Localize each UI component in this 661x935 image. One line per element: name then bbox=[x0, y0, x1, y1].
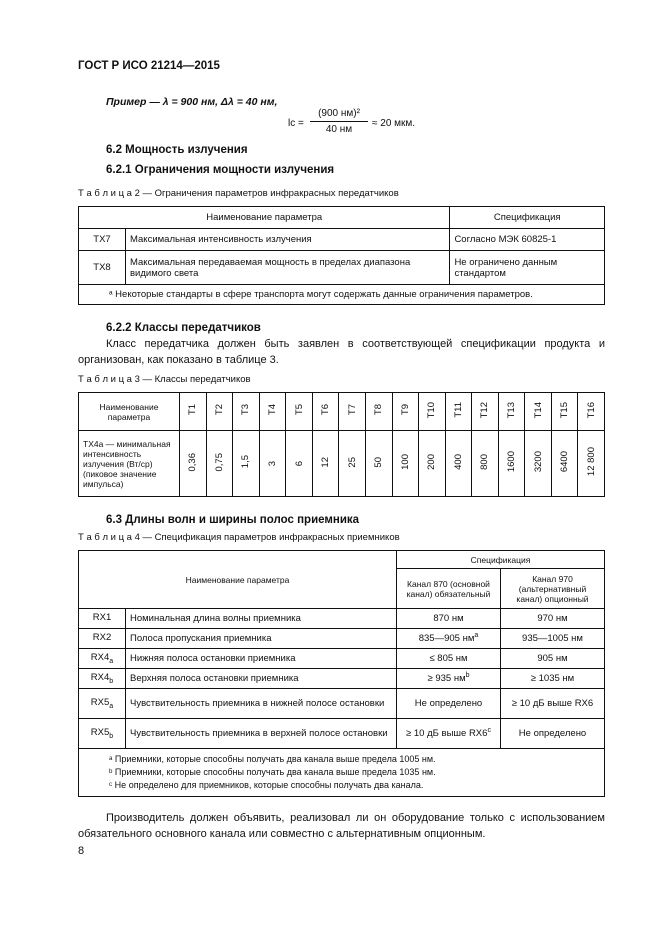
row-spec: Не ограничено данным стандартом bbox=[450, 251, 605, 285]
table-3 bbox=[78, 392, 605, 497]
row-name: Верхняя полоса остановки приемника bbox=[126, 669, 397, 689]
class-label: T2 bbox=[213, 404, 225, 416]
table4-footnote: ᵃ Приемники, которые способны получать два канала выше предела 1005 нм. bbox=[109, 754, 436, 764]
class-label: T5 bbox=[293, 404, 305, 416]
class-label: T1 bbox=[187, 404, 199, 416]
row-spec: Согласно МЭК 60825-1 bbox=[450, 229, 605, 251]
class-value: 800 bbox=[479, 454, 491, 470]
closing-paragraph: Производитель должен объявить, реализовал ли он оборудование только с использованием обязательного основного канала или совместно с альтернативным опционным. bbox=[78, 812, 605, 840]
table-row bbox=[79, 629, 605, 649]
row-ch870: ≤ 805 нм bbox=[397, 649, 501, 669]
class-label: T7 bbox=[346, 404, 358, 416]
section-6-3-heading: 6.3 Длины волн и ширины полос приемника bbox=[106, 514, 360, 526]
table4-footnotes bbox=[79, 749, 605, 797]
formula-rhs: ≈ 20 мкм. bbox=[372, 118, 416, 129]
class-value: 6400 bbox=[559, 451, 571, 473]
class-value: 1600 bbox=[506, 451, 518, 473]
formula-numerator: (900 нм)² bbox=[310, 108, 368, 122]
row-ch870: 870 нм bbox=[397, 609, 501, 629]
row-ch970: 970 нм bbox=[501, 609, 605, 629]
class-label: T10 bbox=[426, 401, 438, 419]
formula-lhs: lc = bbox=[288, 118, 304, 129]
row-ch870: ≥ 935 $нм^b$ bbox=[397, 669, 501, 689]
table2-footnote: ᵃ Некоторые стандарты в сфере транспорта могут содержать данные ограничения параметров. bbox=[79, 285, 605, 305]
class-label: T11 bbox=[452, 402, 464, 418]
section-6-2-2-heading: 6.2.2 Классы передатчиков bbox=[106, 322, 261, 334]
table4-footnote: ᶜ Не определено для приемников, которые способны получать два канала. bbox=[109, 780, 424, 790]
table-row bbox=[79, 649, 605, 669]
table2-header-spec: Спецификация bbox=[450, 207, 605, 229]
table2-header-param: Наименование параметра bbox=[79, 207, 450, 229]
row-name: Номинальная длина волны приемника bbox=[126, 609, 397, 629]
section-6-2-1-heading: 6.2.1 Ограничения мощности излучения bbox=[106, 164, 335, 176]
row-ch870: Не определено bbox=[397, 689, 501, 719]
table-2 bbox=[78, 206, 605, 305]
class-value: 200 bbox=[426, 454, 438, 470]
row-id: RX1 bbox=[79, 609, 126, 629]
table3-row-label: TX4a — минимальная интенсивность излучения (Вт/ср) (пиковое значение импульса) bbox=[79, 431, 180, 497]
table-row bbox=[79, 609, 605, 629]
class-value: 100 bbox=[399, 454, 411, 470]
row-id: $RX5_a$ bbox=[79, 689, 126, 719]
class-label: T16 bbox=[585, 401, 597, 419]
row-ch970: ≥ 10 дБ выше RX6 bbox=[501, 689, 605, 719]
class-value: 6 bbox=[293, 460, 305, 466]
row-name: Максимальная передаваемая мощность в пределах диапазона видимого света bbox=[126, 251, 450, 285]
row-name: Полоса пропускания приемника bbox=[126, 629, 397, 649]
row-id: $RX5_b$ bbox=[79, 719, 126, 749]
table4-header-spec: Спецификация bbox=[397, 551, 605, 569]
example-line: Пример — λ = 900 нм, Δλ = 40 нм, bbox=[106, 96, 278, 108]
table4-header-ch970: Канал 970 (альтернативный канал) опционный bbox=[501, 569, 605, 609]
class-value: 50 bbox=[373, 456, 385, 468]
row-id: TX7 bbox=[79, 229, 126, 251]
table-row bbox=[79, 251, 605, 285]
table4-caption: Т а б л и ц а 4 — Спецификация параметров инфракрасных приемников bbox=[78, 532, 400, 543]
class-value: 25 bbox=[346, 456, 358, 468]
row-id: TX8 bbox=[79, 251, 126, 285]
class-label: T13 bbox=[506, 401, 518, 419]
table4-footnote: ᵇ Приемники, которые способны получать два канала выше предела 1035 нм. bbox=[109, 767, 436, 777]
formula-fraction bbox=[310, 108, 368, 135]
class-value: 400 bbox=[452, 454, 464, 470]
table2-caption: Т а б л и ц а 2 — Ограничения параметров инфракрасных передатчиков bbox=[78, 188, 399, 199]
section-6-2-2-text: Класс передатчика должен быть заявлен в соответствующей спецификации продукта и организован, как показано в таблице 3. bbox=[78, 338, 605, 366]
row-id: $RX4_b$ bbox=[79, 669, 126, 689]
class-label: T15 bbox=[559, 401, 571, 419]
table-row bbox=[79, 669, 605, 689]
class-value: 0,75 bbox=[213, 452, 225, 472]
class-label: T4 bbox=[266, 404, 278, 416]
class-value: 1,5 bbox=[240, 455, 252, 469]
formula-denominator: 40 нм bbox=[325, 124, 353, 135]
class-label: T8 bbox=[373, 404, 385, 416]
class-label: T14 bbox=[532, 401, 544, 419]
row-name: Чувствительность приемника в нижней полосе остановки bbox=[126, 689, 397, 719]
table-4 bbox=[78, 550, 605, 797]
table4-header-param: Наименование параметра bbox=[79, 551, 397, 609]
row-id: $RX4_a$ bbox=[79, 649, 126, 669]
row-ch970: 905 нм bbox=[501, 649, 605, 669]
document-header: ГОСТ Р ИСО 21214—2015 bbox=[78, 60, 220, 72]
table3-header-param: Наименование параметра bbox=[79, 393, 180, 431]
table3-caption: Т а б л и ц а 3 — Классы передатчиков bbox=[78, 374, 251, 385]
table4-header-ch870: Канал 870 (основной канал) обязательный bbox=[397, 569, 501, 609]
row-ch870: ≥ 10 дБ выше RX6$^c$ bbox=[397, 719, 501, 749]
class-value: 12 800 bbox=[585, 447, 597, 477]
class-label: T3 bbox=[240, 404, 252, 416]
row-name: Максимальная интенсивность излучения bbox=[126, 229, 450, 251]
class-label: T6 bbox=[320, 404, 332, 416]
row-ch970: 935—1005 нм bbox=[501, 629, 605, 649]
table-row bbox=[79, 719, 605, 749]
class-label: T9 bbox=[399, 404, 411, 416]
table-row bbox=[79, 229, 605, 251]
class-value: 0,36 bbox=[187, 452, 199, 472]
row-ch970: ≥ 1035 нм bbox=[501, 669, 605, 689]
class-value: 3200 bbox=[532, 451, 544, 473]
page-number: 8 bbox=[78, 845, 85, 857]
row-ch870: 835—905 $нм^a$ bbox=[397, 629, 501, 649]
row-id: RX2 bbox=[79, 629, 126, 649]
row-ch970: Не определено bbox=[501, 719, 605, 749]
class-value: 12 bbox=[320, 456, 332, 468]
class-value: 3 bbox=[266, 460, 278, 466]
table-row bbox=[79, 689, 605, 719]
row-name: Чувствительность приемника в верхней полосе остановки bbox=[126, 719, 397, 749]
section-6-2-heading: 6.2 Мощность излучения bbox=[106, 144, 248, 156]
row-name: Нижняя полоса остановки приемника bbox=[126, 649, 397, 669]
class-label: T12 bbox=[479, 401, 491, 419]
formula bbox=[288, 108, 488, 140]
table-row bbox=[79, 431, 605, 497]
